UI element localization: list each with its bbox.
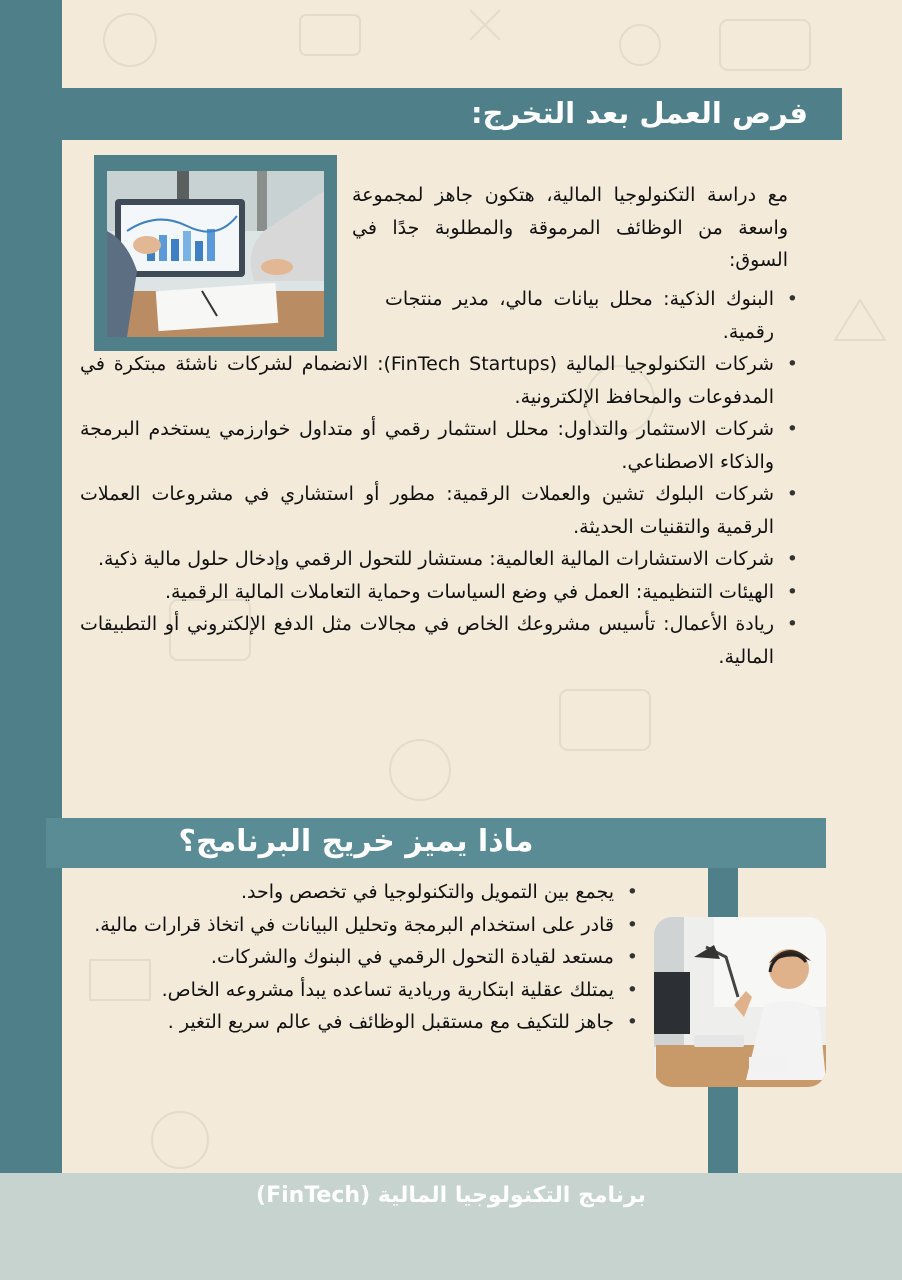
footer-program-name: برنامج التكنولوجيا المالية (FinTech) <box>256 1183 646 1208</box>
intro-paragraph <box>352 179 788 277</box>
list-item: • جاهز للتكيف مع مستقبل الوظائف في عالم سريع التغير . <box>80 1006 650 1039</box>
photo-illustration <box>654 917 826 1087</box>
list-item: • يمتلك عقلية ابتكارية وريادية تساعده يبدأ مشروعه الخاص. <box>80 974 650 1007</box>
list-item: • البنوك الذكية: محلل بيانات مالي، مدير منتجات رقمية. <box>385 283 810 348</box>
list-item: • ريادة الأعمال: تأسيس مشروعك الخاص في مجالات مثل الدفع الإلكتروني أو التطبيقات المالية. <box>80 608 810 673</box>
list-item: • شركات التكنولوجيا المالية (FinTech Startups): الانضمام لشركات ناشئة مبتكرة في المدفوعات والمحافظ الإلكترونية. <box>80 348 810 413</box>
job-opportunities-list <box>80 283 810 673</box>
list-item: • شركات الاستثمار والتداول: محلل استثمار رقمي أو متداول خوارزمي يستخدم البرمجة والذكاء الاصطناعي. <box>80 413 810 478</box>
list-item: • يجمع بين التمويل والتكنولوجيا في تخصص واحد. <box>80 876 650 909</box>
list-item: • الهيئات التنظيمية: العمل في وضع السياسات وحماية التعاملات المالية الرقمية. <box>80 576 810 609</box>
section-title: فرص العمل بعد التخرج: <box>471 96 808 130</box>
photo-graduate-at-desk <box>654 917 826 1087</box>
left-accent-bar <box>0 0 62 1173</box>
graduate-features-list <box>80 876 650 1039</box>
list-item: • شركات الاستشارات المالية العالمية: مستشار للتحول الرقمي وإدخال حلول مالية ذكية. <box>80 543 810 576</box>
section-banner-graduate-features <box>46 818 826 868</box>
section-title: ماذا يميز خريج البرنامج؟ <box>178 824 534 859</box>
intro-text: مع دراسة التكنولوجيا المالية، هتكون جاهز لمجموعة واسعة من الوظائف المرموقة والمطلوبة جدًا في السوق: <box>352 184 788 271</box>
list-item: • قادر على استخدام البرمجة وتحليل البيانات في اتخاذ قرارات مالية. <box>80 909 650 942</box>
list-item: • مستعد لقيادة التحول الرقمي في البنوك والشركات. <box>80 941 650 974</box>
list-item: • شركات البلوك تشين والعملات الرقمية: مطور أو استشاري في مشروعات العملات الرقمية والتقنيات الحديثة. <box>80 478 810 543</box>
section-banner-job-opportunities <box>62 88 842 140</box>
